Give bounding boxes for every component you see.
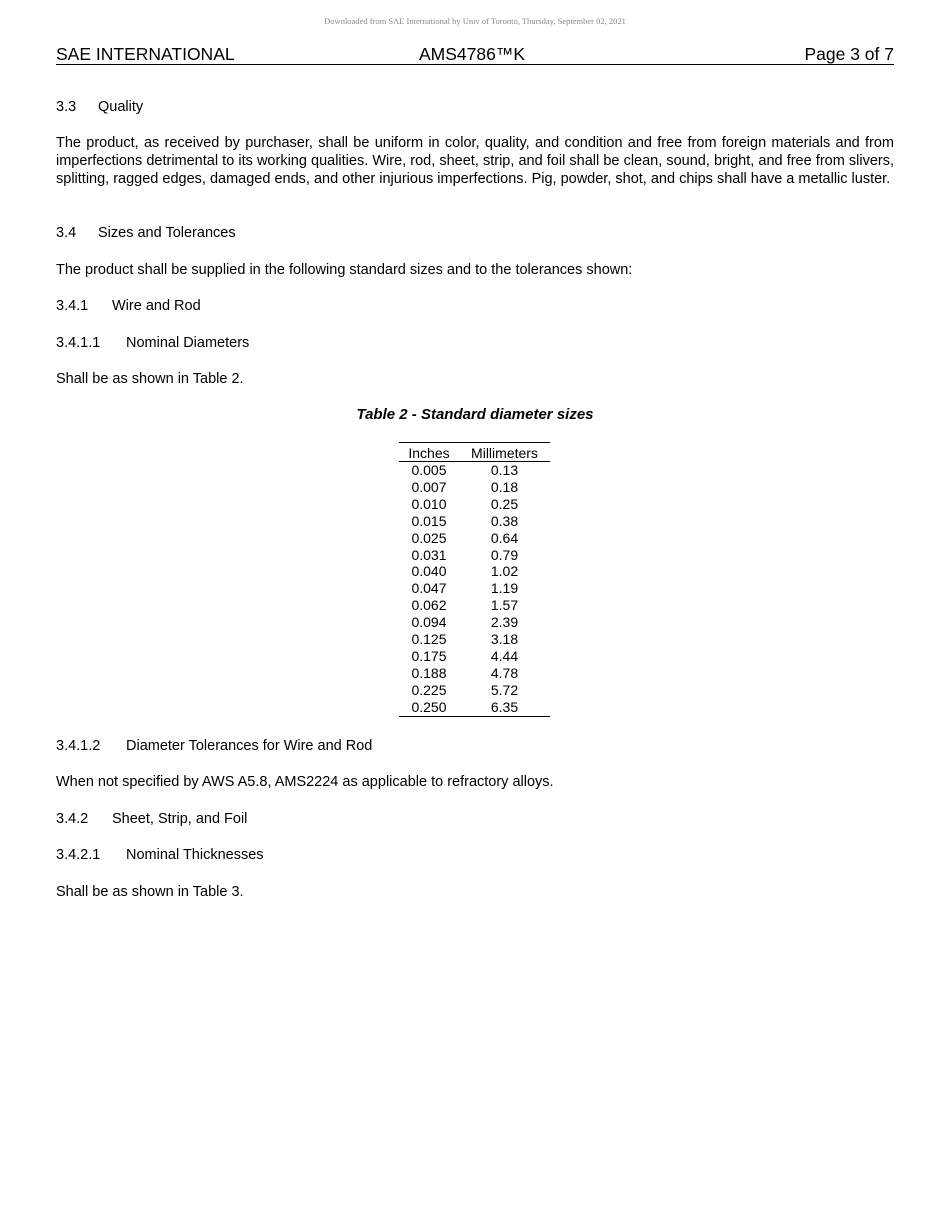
download-watermark: Downloaded from SAE International by Univ of Toronto, Thursday, September 02, 2021 <box>324 16 626 26</box>
header-page-number: Page 3 of 7 <box>804 44 894 64</box>
header-document-id: AMS4786™K <box>419 44 526 64</box>
millimeters-cell: 0.13 <box>490 462 519 478</box>
header-publisher: SAE INTERNATIONAL <box>56 44 235 64</box>
inches-cell: 0.007 <box>411 478 447 495</box>
section-3-4-heading <box>56 224 236 242</box>
page-header <box>56 44 894 65</box>
section-number: 3.4.1 <box>56 298 89 314</box>
inches-cell: 0.040 <box>411 563 447 580</box>
section-3-4-2-1-heading <box>56 846 264 864</box>
section-title: Wire and Rod <box>112 298 201 314</box>
table3-reference-paragraph: Shall be as shown in Table 3. <box>56 884 244 900</box>
inches-cell: 0.031 <box>411 546 447 563</box>
table-header-row <box>399 443 550 462</box>
inches-cell: 0.015 <box>411 512 447 529</box>
quality-paragraph: The product, as received by purchaser, shall be uniform in color, quality, and condition and free from foreign materials and from imperfections detrimental to its working qualities. Wire, rod, sheet, strip, and foil shall be clean, sound, bright, and free from slivers, splitting, ragged edges, damaged ends, and other injurious imperfections. Pig, powder, shot, and chips shall have a metallic luster. <box>56 135 894 187</box>
inches-cell: 0.175 <box>411 647 447 664</box>
tolerances-paragraph: When not specified by AWS A5.8, AMS2224 as applicable to refractory alloys. <box>56 774 554 790</box>
section-3-3-heading <box>56 98 143 116</box>
millimeters-cell: 0.25 <box>490 495 519 512</box>
standard-diameter-table <box>399 442 550 717</box>
section-number: 3.4.2.1 <box>56 847 101 863</box>
section-number: 3.4.2 <box>56 811 89 827</box>
table-row <box>399 547 550 564</box>
section-3-4-1-1-heading <box>56 334 249 352</box>
inches-cell: 0.005 <box>411 462 447 478</box>
section-title: Sizes and Tolerances <box>98 225 236 241</box>
section-number: 3.4.1.2 <box>56 738 101 754</box>
section-title: Diameter Tolerances for Wire and Rod <box>126 738 373 754</box>
section-3-4-1-2-heading <box>56 737 372 755</box>
section-number: 3.3 <box>56 99 77 115</box>
table-row <box>399 462 550 479</box>
table-row <box>399 699 550 716</box>
millimeters-cell: 4.78 <box>490 664 519 681</box>
millimeters-cell: 3.18 <box>490 631 519 648</box>
table-row <box>399 530 550 547</box>
inches-cell: 0.125 <box>411 631 447 648</box>
table-row <box>399 563 550 580</box>
section-title: Nominal Thicknesses <box>126 847 264 863</box>
inches-cell: 0.225 <box>411 681 447 698</box>
inches-cell: 0.250 <box>411 698 447 715</box>
table-row <box>399 648 550 665</box>
millimeters-cell: 0.79 <box>490 546 519 563</box>
inches-cell: 0.188 <box>411 664 447 681</box>
table-row <box>399 580 550 597</box>
section-number: 3.4 <box>56 225 77 241</box>
millimeters-cell: 1.02 <box>490 563 519 580</box>
table-row <box>399 631 550 648</box>
section-title: Nominal Diameters <box>126 335 250 351</box>
section-number: 3.4.1.1 <box>56 335 101 351</box>
column-header-millimeters: Millimeters <box>459 443 550 462</box>
table-row <box>399 597 550 614</box>
millimeters-cell: 0.64 <box>490 529 519 546</box>
millimeters-cell: 0.38 <box>490 512 519 529</box>
sizes-paragraph: The product shall be supplied in the following standard sizes and to the tolerances shown: <box>56 262 633 278</box>
millimeters-cell: 6.35 <box>490 698 519 715</box>
inches-cell: 0.062 <box>411 597 447 614</box>
section-3-4-2-heading <box>56 810 247 828</box>
section-title: Sheet, Strip, and Foil <box>112 811 248 827</box>
table-row <box>399 682 550 699</box>
millimeters-cell: 0.18 <box>490 478 519 495</box>
table-row <box>399 614 550 631</box>
table-row <box>399 513 550 530</box>
section-3-4-1-heading <box>56 297 201 315</box>
column-header-inches: Inches <box>399 443 459 462</box>
inches-cell: 0.047 <box>411 580 447 597</box>
inches-cell: 0.094 <box>411 614 447 631</box>
table-row <box>399 496 550 513</box>
section-title: Quality <box>98 99 144 115</box>
inches-cell: 0.025 <box>411 529 447 546</box>
millimeters-cell: 1.19 <box>490 580 519 597</box>
inches-cell: 0.010 <box>411 495 447 512</box>
table-row <box>399 665 550 682</box>
millimeters-cell: 5.72 <box>490 681 519 698</box>
millimeters-cell: 1.57 <box>490 597 519 614</box>
table2-reference-paragraph: Shall be as shown in Table 2. <box>56 371 244 387</box>
millimeters-cell: 4.44 <box>490 647 519 664</box>
millimeters-cell: 2.39 <box>490 614 519 631</box>
table-row <box>399 479 550 496</box>
table2-caption: Table 2 - Standard diameter sizes <box>356 406 594 423</box>
